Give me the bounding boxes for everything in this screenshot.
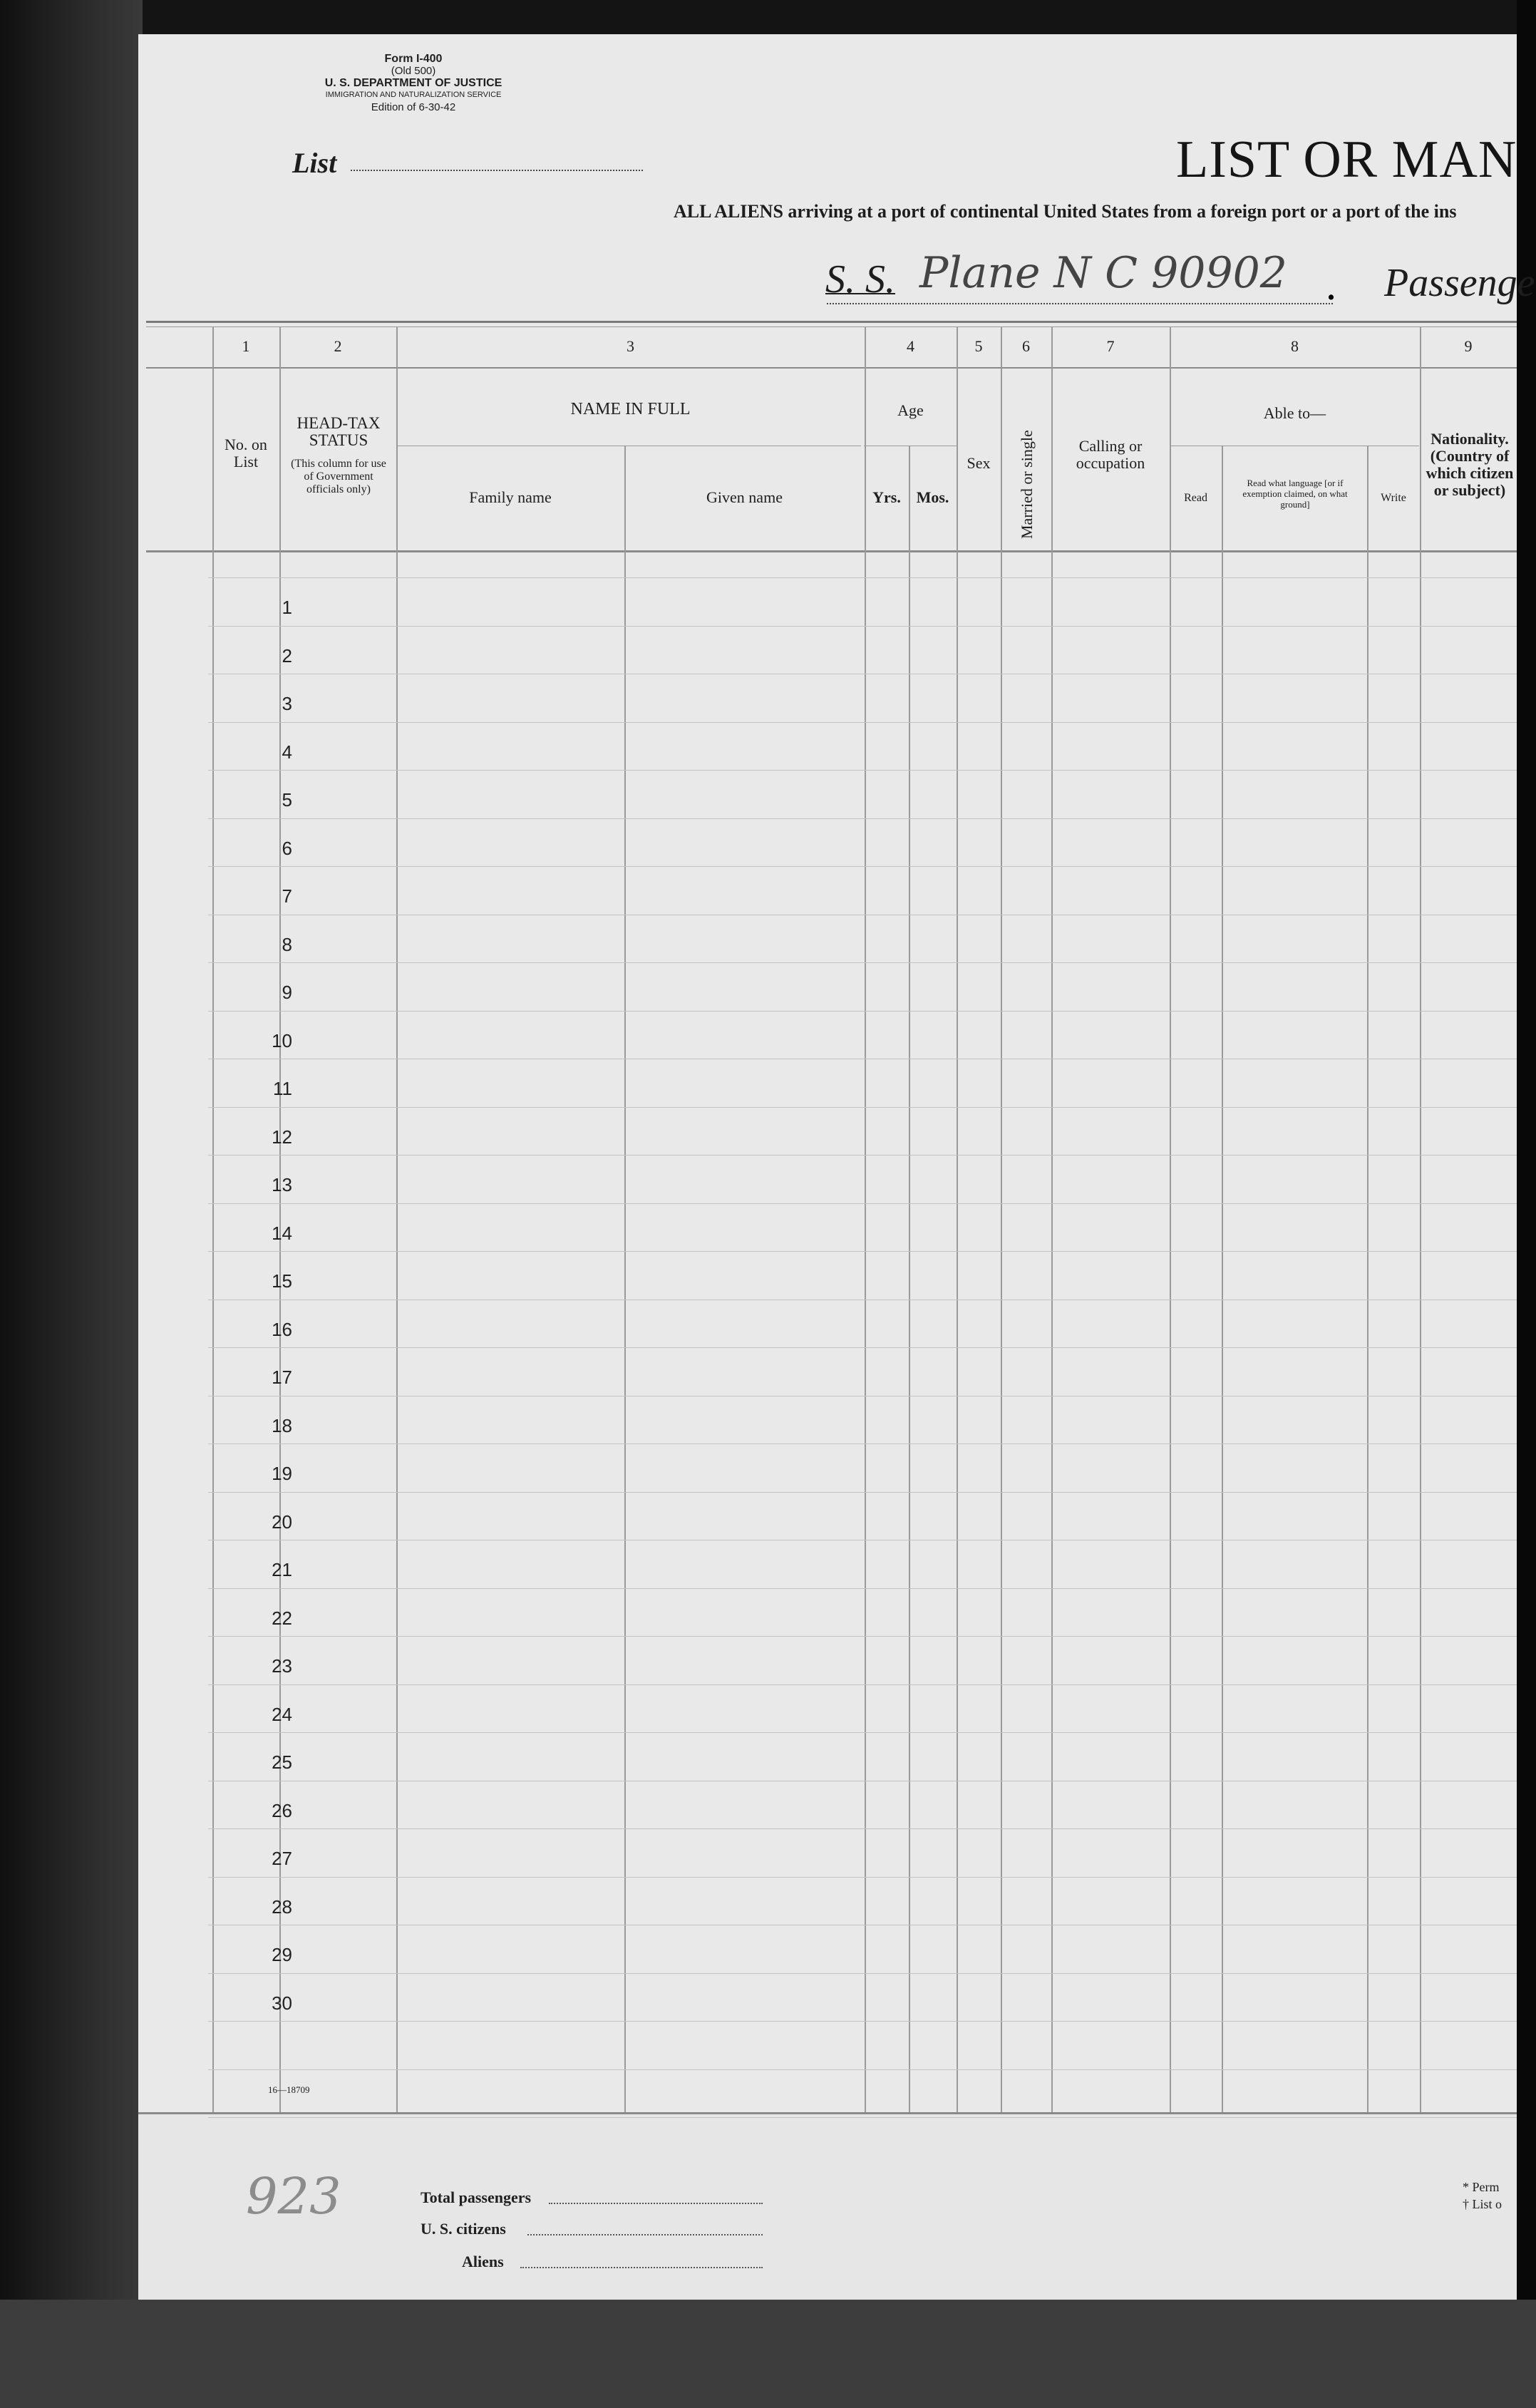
header-sex: Sex xyxy=(967,454,991,472)
column-number: 9 xyxy=(1464,337,1473,355)
header-name-in-full: NAME IN FULL xyxy=(570,400,691,418)
row-number: 29 xyxy=(272,1944,292,1965)
row-ruling xyxy=(208,818,1517,819)
row-number: 20 xyxy=(272,1511,292,1533)
row-ruling xyxy=(208,1973,1517,1974)
col-rule-l xyxy=(1367,446,1369,2112)
header-given-name: Given name xyxy=(706,488,783,506)
list-number-field[interactable] xyxy=(351,170,643,171)
row-number: 17 xyxy=(272,1367,292,1388)
row-number: 14 xyxy=(272,1223,292,1244)
column-number: 6 xyxy=(1022,337,1030,355)
row-number: 5 xyxy=(282,789,292,811)
form-old-number: (Old 500) xyxy=(391,65,436,77)
scan-frame-bottom xyxy=(0,2300,1536,2408)
row-ruling xyxy=(208,962,1517,963)
total-passengers-field[interactable] xyxy=(549,2203,763,2204)
row-number: 2 xyxy=(282,645,292,667)
col-rule-e xyxy=(865,326,866,2112)
table-bottom-rule xyxy=(138,2112,1517,2114)
vessel-prefix: S. S. xyxy=(825,257,895,302)
header-age-years: Yrs. xyxy=(872,488,901,506)
row-ruling xyxy=(208,1732,1517,1733)
row-ruling xyxy=(208,1877,1517,1878)
header-nationality: Nationality. (Country of which citizen or subject) xyxy=(1426,430,1514,499)
scan-frame-left xyxy=(0,0,143,2408)
list-label: List xyxy=(292,147,337,179)
row-number: 26 xyxy=(272,1800,292,1821)
row-ruling xyxy=(208,1107,1517,1108)
col-rule-h xyxy=(1001,326,1002,2112)
header-head-tax-status: HEAD-TAX STATUS xyxy=(297,414,381,449)
col-rule-f xyxy=(909,446,910,2112)
col-rule-b xyxy=(279,326,281,2112)
header-family-name: Family name xyxy=(469,488,552,506)
page-subtitle: ALL ALIENS arriving at a port of continental United States from a foreign port or a port of the ins xyxy=(674,201,1457,222)
row-number: 1 xyxy=(282,597,292,618)
row-number: 8 xyxy=(282,934,292,955)
col-rule-a xyxy=(212,326,214,2112)
column-number: 2 xyxy=(334,337,342,355)
row-ruling xyxy=(208,2069,1517,2070)
service-name: IMMIGRATION AND NATURALIZATION SERVICE xyxy=(325,91,502,99)
row-ruling xyxy=(208,1011,1517,1012)
row-ruling xyxy=(208,722,1517,723)
row-number: 22 xyxy=(272,1607,292,1629)
row-number: 30 xyxy=(272,1992,292,2014)
manifest-footer-area xyxy=(138,2114,1517,2300)
row-ruling xyxy=(208,1684,1517,1685)
header-read: Read xyxy=(1184,492,1207,504)
header-able-to: Able to— xyxy=(1263,404,1326,422)
header-read-language: Read what language [or if exemption claimed, on what ground] xyxy=(1242,478,1348,510)
form-number: Form I-400 xyxy=(384,53,443,65)
row-number: 24 xyxy=(272,1704,292,1725)
us-citizens-field[interactable] xyxy=(527,2234,763,2235)
total-passengers-label: Total passengers xyxy=(421,2188,532,2206)
form-identifier xyxy=(278,53,549,113)
column-number: 7 xyxy=(1106,337,1115,355)
scan-frame-right xyxy=(1517,0,1536,2408)
pencil-note: 923 xyxy=(246,2167,341,2226)
row-ruling xyxy=(208,1251,1517,1252)
header-bottom-rule xyxy=(146,550,1517,552)
column-number: 4 xyxy=(907,337,914,355)
row-number: 23 xyxy=(272,1655,292,1677)
row-ruling xyxy=(208,770,1517,771)
vessel-name-handwritten: Plane N C 90902 xyxy=(919,248,1287,298)
row-number: 19 xyxy=(272,1463,292,1484)
aliens-field[interactable] xyxy=(520,2267,763,2268)
row-number: 6 xyxy=(282,838,292,859)
header-calling-occupation: Calling or occupation xyxy=(1076,437,1145,472)
column-number-rule xyxy=(146,367,1517,369)
row-ruling xyxy=(208,1203,1517,1204)
column-number: 1 xyxy=(242,337,250,355)
us-citizens-label: U. S. citizens xyxy=(421,2220,506,2238)
col-rule-c xyxy=(396,326,398,2112)
row-number: 7 xyxy=(282,885,292,907)
table-top-rule xyxy=(146,321,1517,323)
col-rule-m xyxy=(1420,326,1421,2112)
row-ruling xyxy=(208,1828,1517,1829)
header-age-months: Mos. xyxy=(916,488,949,506)
col-rule-g xyxy=(957,326,958,2112)
row-number: 3 xyxy=(282,693,292,714)
column-number: 5 xyxy=(974,337,983,355)
footnote-list: † List o xyxy=(1463,2197,1503,2211)
row-ruling xyxy=(208,1155,1517,1156)
row-ruling xyxy=(208,1492,1517,1493)
print-code: 16—18709 xyxy=(268,2084,310,2095)
row-ruling xyxy=(208,866,1517,867)
row-number: 27 xyxy=(272,1848,292,1869)
row-number: 9 xyxy=(282,982,292,1003)
row-number: 25 xyxy=(272,1751,292,1773)
row-ruling xyxy=(208,2117,1517,2118)
row-number: 28 xyxy=(272,1896,292,1918)
footnote-perm: * Perm xyxy=(1463,2180,1500,2194)
column-number: 3 xyxy=(627,337,634,355)
col-rule-i xyxy=(1051,326,1053,2112)
row-ruling xyxy=(208,1636,1517,1637)
aliens-label: Aliens xyxy=(462,2253,504,2270)
vessel-name-field[interactable] xyxy=(827,303,1333,304)
row-number: 11 xyxy=(273,1078,292,1099)
header-write: Write xyxy=(1381,492,1406,504)
page-title: LIST OR MAN xyxy=(1176,130,1517,189)
vessel-period: . xyxy=(1327,272,1335,307)
table-top-rule-2 xyxy=(146,326,1517,327)
row-ruling xyxy=(208,1588,1517,1589)
row-number: 21 xyxy=(272,1559,292,1580)
row-number: 18 xyxy=(272,1415,292,1436)
row-number: 4 xyxy=(282,741,292,763)
col-rule-k xyxy=(1222,446,1223,2112)
row-ruling xyxy=(208,626,1517,627)
col-rule-j xyxy=(1170,326,1171,2112)
department-name: U. S. DEPARTMENT OF JUSTICE xyxy=(324,77,502,89)
header-age: Age xyxy=(897,401,924,419)
header-head-tax-note: (This column for use of Government officials only) xyxy=(291,458,386,495)
row-number: 12 xyxy=(272,1126,292,1148)
row-number: 16 xyxy=(272,1319,292,1340)
form-edition: Edition of 6-30-42 xyxy=(371,101,456,113)
row-number: 10 xyxy=(272,1030,292,1051)
header-married-or-single: Married or single xyxy=(1018,430,1036,539)
header-no-on-list: No. on List xyxy=(225,436,267,470)
row-ruling xyxy=(208,577,1517,578)
col-rule-d xyxy=(624,446,626,2112)
row-ruling xyxy=(208,2021,1517,2022)
scan-frame-top xyxy=(0,0,1536,34)
row-number: 15 xyxy=(272,1270,292,1292)
row-ruling xyxy=(208,1347,1517,1348)
passenger-heading: Passenge xyxy=(1384,261,1535,305)
column-number: 8 xyxy=(1291,337,1299,355)
row-number: 13 xyxy=(272,1174,292,1195)
manifest-page xyxy=(138,34,1517,2300)
